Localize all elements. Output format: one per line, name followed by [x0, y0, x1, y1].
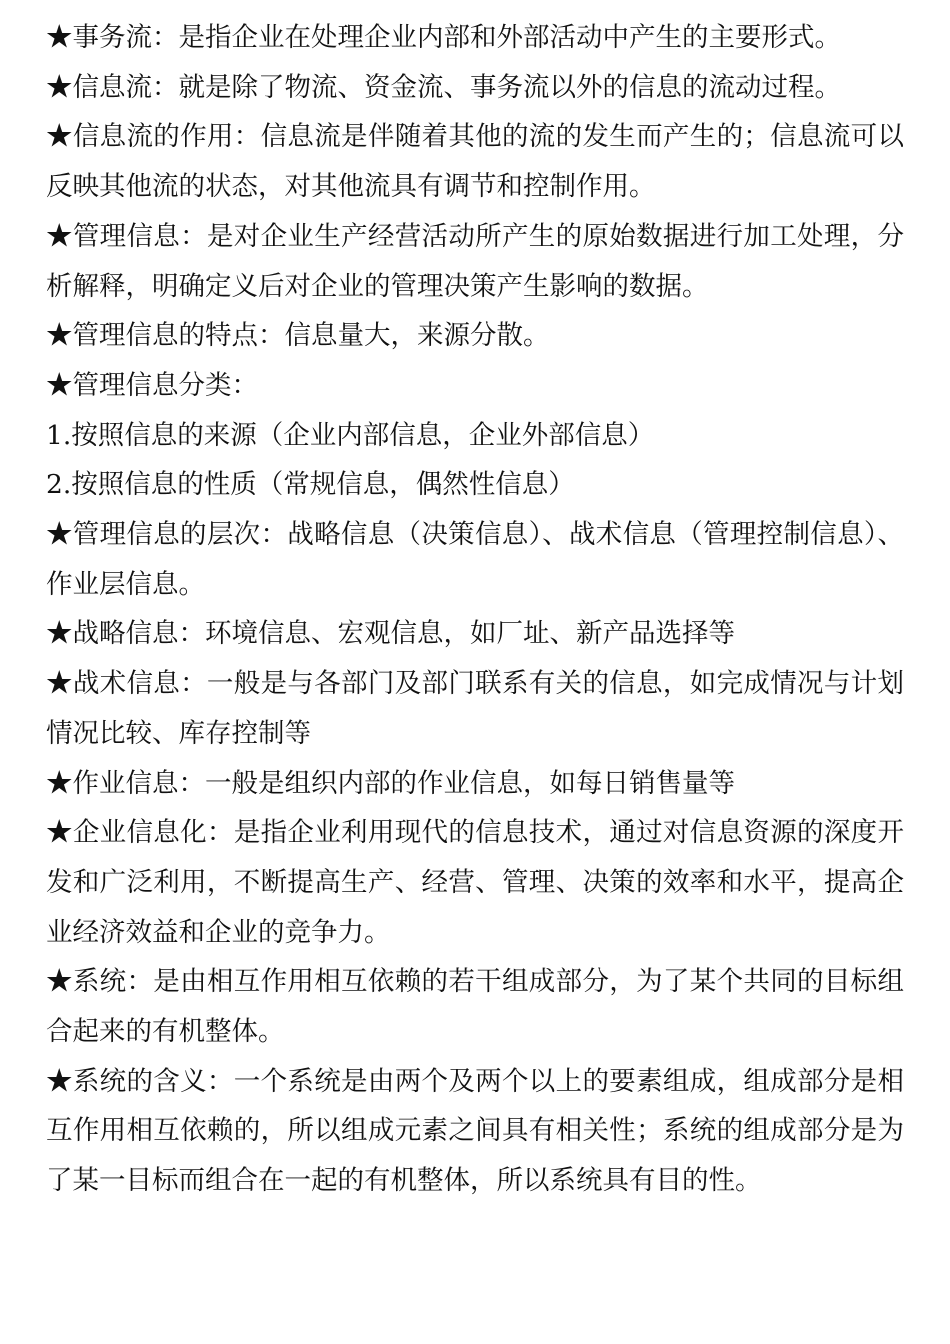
paragraph-information-flow-role: ★信息流的作用：信息流是伴随着其他的流的发生而产生的；信息流可以反映其他流的状态，对其他流具有调节和控制作用。: [46, 121, 904, 203]
paragraph-management-information-traits: ★管理信息的特点：信息量大，来源分散。: [46, 320, 550, 352]
paragraph-system: ★系统：是由相互作用相互依赖的若干组成部分，为了某个共同的目标组合起来的有机整体。: [46, 966, 904, 1048]
paragraph-management-information: ★管理信息：是对企业生产经营活动所产生的原始数据进行加工处理，分析解释，明确定义后对企业的管理决策产生影响的数据。: [46, 220, 904, 302]
paragraph-operational-information: ★作业信息：一般是组织内部的作业信息，如每日销售量等: [46, 767, 735, 799]
paragraph-tactical-information: ★战术信息：一般是与各部门及部门联系有关的信息，如完成情况与计划情况比较、库存控制等: [46, 668, 904, 749]
document-page: [46, 13, 904, 1206]
paragraph-strategic-information: ★战略信息：环境信息、宏观信息，如厂址、新产品选择等: [46, 618, 735, 650]
paragraph-enterprise-informatization: ★企业信息化：是指企业利用现代的信息技术，通过对信息资源的深度开发和广泛利用，不断提高生产、经营、管理、决策的效率和水平，提高企业经济效益和企业的竞争力。: [46, 817, 904, 948]
list-item-by-source: 1.按照信息的来源（企业内部信息，企业外部信息）: [46, 419, 655, 451]
list-item-by-nature: 2.按照信息的性质（常规信息，偶然性信息）: [46, 469, 575, 501]
paragraph-management-information-levels: ★管理信息的层次：战略信息（决策信息）、战术信息（管理控制信息）、作业层信息。: [46, 519, 904, 600]
paragraph-system-meaning: ★系统的含义：一个系统是由两个及两个以上的要素组成，组成部分是相互作用相互依赖的，所以组成元素之间具有相关性；系统的组成部分是为了某一目标而组合在一起的有机整体，所以系统具有目的性。: [46, 1065, 904, 1197]
paragraph-information-flow: ★信息流：就是除了物流、资金流、事务流以外的信息的流动过程。: [46, 71, 841, 103]
paragraph-transaction-flow: ★事务流：是指企业在处理企业内部和外部活动中产生的主要形式。: [46, 22, 841, 53]
paragraph-management-information-categories: ★管理信息分类：: [46, 369, 258, 401]
